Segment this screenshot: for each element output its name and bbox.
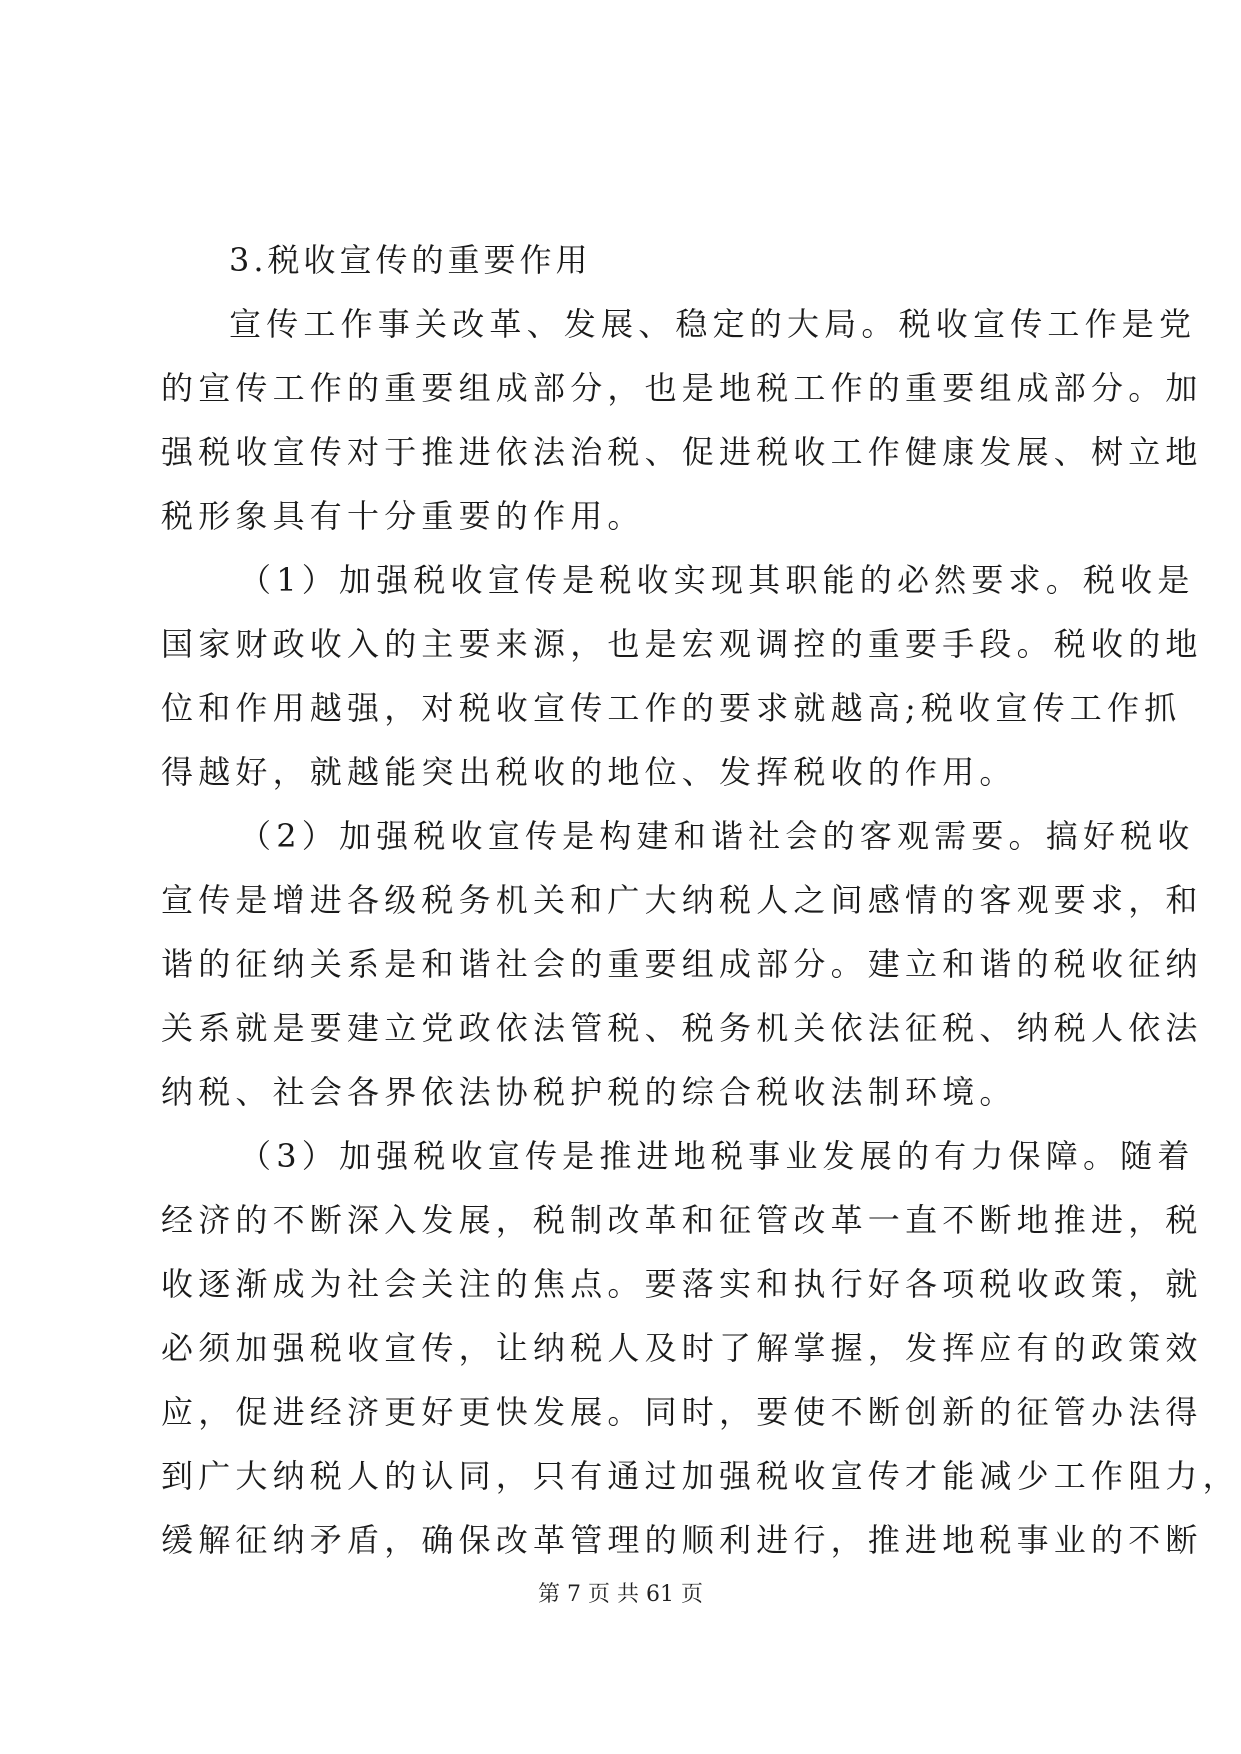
paragraph-1 [161, 292, 1203, 548]
paragraph-3 [161, 804, 1203, 1124]
paragraph-4 [161, 1124, 1240, 1572]
text-line: 纳税、社会各界依法协税护税的综合税收法制环境。 [161, 1073, 1017, 1111]
text-line: 得越好，就越能突出税收的地位、发挥税收的作用。 [161, 753, 1017, 791]
text-line: （2）加强税收宣传是构建和谐社会的客观需要。搞好税收 [239, 817, 1195, 855]
text-line: （1）加强税收宣传是税收实现其职能的必然要求。税收是 [239, 561, 1195, 599]
paragraph-2 [161, 548, 1203, 804]
text-line: 的宣传工作的重要组成部分，也是地税工作的重要组成部分。加 [161, 369, 1203, 407]
text-line: 到广大纳税人的认同，只有通过加强税收宣传才能减少工作阻力， [161, 1457, 1240, 1495]
text-line: 必须加强税收宣传，让纳税人及时了解掌握，发挥应有的政策效 [161, 1329, 1203, 1367]
text-line: （3）加强税收宣传是推进地税事业发展的有力保障。随着 [239, 1137, 1195, 1175]
text-line: 应，促进经济更好更快发展。同时，要使不断创新的征管办法得 [161, 1393, 1203, 1431]
text-line: 缓解征纳矛盾，确保改革管理的顺利进行，推进地税事业的不断 [161, 1521, 1203, 1559]
text-line: 宣传工作事关改革、发展、稳定的大局。税收宣传工作是党 [229, 305, 1197, 343]
page-number-footer: 第 7 页 共 61 页 [538, 1582, 703, 1607]
text-line: 经济的不断深入发展，税制改革和征管改革一直不断地推进，税 [161, 1201, 1203, 1239]
text-line: 强税收宣传对于推进依法治税、促进税收工作健康发展、树立地 [161, 433, 1203, 471]
text-line: 国家财政收入的主要来源，也是宏观调控的重要手段。税收的地 [161, 625, 1203, 663]
text-line: 关系就是要建立党政依法管税、税务机关依法征税、纳税人依法 [161, 1009, 1203, 1047]
text-line: 宣传是增进各级税务机关和广大纳税人之间感情的客观要求，和 [161, 881, 1203, 919]
text-line: 位和作用越强，对税收宣传工作的要求就越高;税收宣传工作抓 [161, 689, 1182, 727]
document-body [161, 228, 1240, 1572]
text-line: 收逐渐成为社会关注的焦点。要落实和执行好各项税收政策，就 [161, 1265, 1203, 1303]
text-line: 税形象具有十分重要的作用。 [161, 497, 645, 535]
text-line: 谐的征纳关系是和谐社会的重要组成部分。建立和谐的税收征纳 [161, 945, 1203, 983]
section-heading: 3.税收宣传的重要作用 [229, 241, 592, 279]
